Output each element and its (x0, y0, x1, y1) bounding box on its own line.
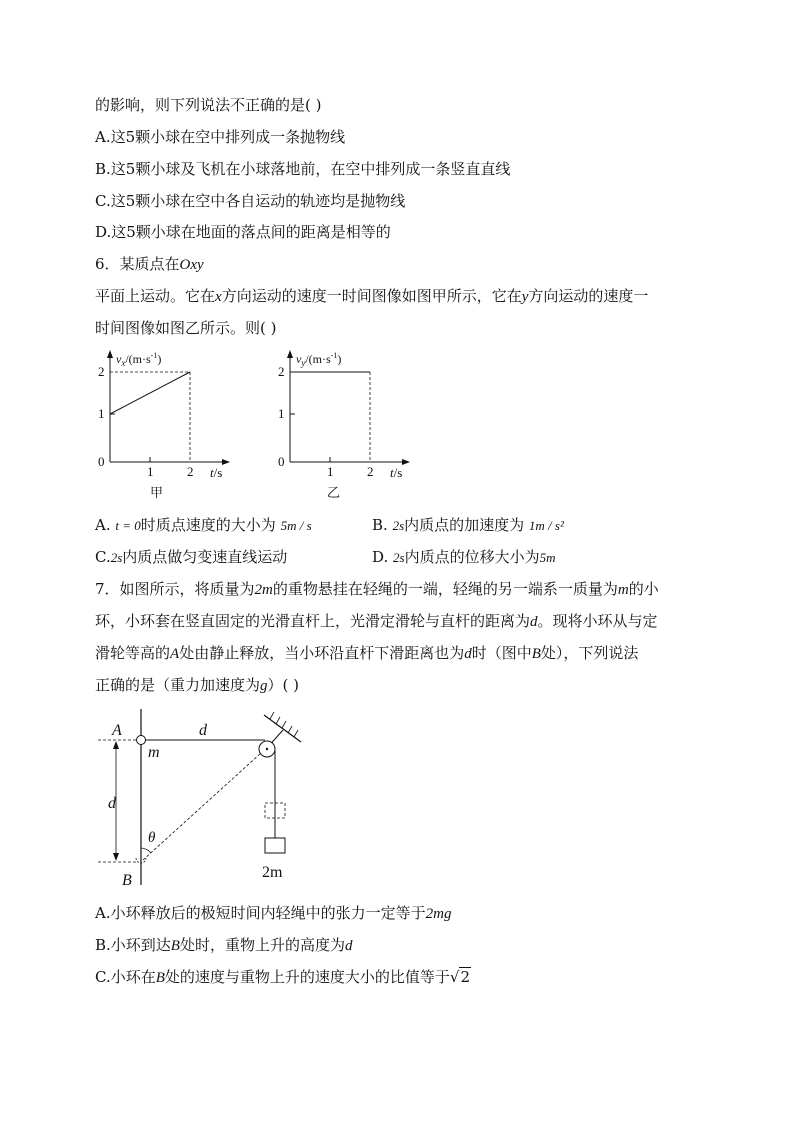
q6-stem-line2: 平面上运动。它在x方向运动的速度一时间图像如图甲所示，它在y方向运动的速度一 (95, 287, 649, 305)
label-m: m (148, 744, 160, 761)
q7-stem-line3: 滑轮等高的A处由静止释放，当小环沿直杆下滑距离也为d时（图中B处），下列说法 (95, 644, 639, 662)
label-b: B (122, 872, 132, 889)
q5-option-a: A.这5颗小球在空中排列成一条抛物线 (95, 128, 346, 146)
graph-jia-line (110, 372, 190, 414)
q7-stem-line4: 正确的是（重力加速度为g）( ) (95, 676, 299, 694)
q6-option-d: D. 2s内质点的位移大小为5m (372, 548, 556, 566)
graph-yi-xtick: 1 (327, 464, 334, 479)
graph-yi-xlabel: t/s (390, 465, 403, 480)
q6-option-a: A. t = 0时质点速度的大小为 5m / s (95, 516, 312, 534)
q6-stem-line3: 时间图像如图乙所示。则( ) (95, 319, 277, 337)
graph-yi-caption: 乙 (327, 485, 341, 500)
label-d-left: d (108, 795, 116, 812)
mass-2m-block (265, 838, 285, 853)
q5-option-b: B.这5颗小球及飞机在小球落地前，在空中排列成一条竖直直线 (95, 160, 511, 178)
q7-pulley-diagram (98, 705, 318, 890)
q7-option-a: A.小环释放后的极短时间内轻绳中的张力一定等于2mg (95, 904, 452, 922)
graph-yi-ylabel: $v_y/(m\cdot s^{-1})$ (296, 351, 342, 368)
graph-jia-ytick: 0 (98, 454, 105, 469)
graph-jia-xlabel: t/s (210, 465, 223, 480)
label-2m: 2m (262, 864, 283, 881)
graph-jia (92, 350, 242, 500)
q6-option-c: C.2s内质点做匀变速直线运动 (95, 548, 288, 566)
q7-option-c: C.小环在B处的速度与重物上升的速度大小的比值等于√2 (95, 968, 471, 986)
q6-stem-line1: 6．某质点在Oxy (95, 255, 204, 273)
q6-option-b: B. 2s内质点的加速度为 1m / s² (372, 516, 564, 534)
label-a: A (112, 722, 122, 739)
graph-yi (272, 350, 422, 500)
label-d-top: d (199, 722, 207, 739)
q7-option-b: B.小环到达B处时，重物上升的高度为d (95, 936, 353, 954)
graph-jia-ytick: 2 (98, 364, 105, 379)
graph-jia-xtick: 2 (187, 464, 194, 479)
label-theta: θ (148, 830, 156, 846)
graph-yi-ytick: 2 (278, 364, 285, 379)
graph-jia-caption: 甲 (150, 485, 164, 500)
ring-a (137, 736, 146, 745)
graph-yi-xtick: 2 (367, 464, 374, 479)
graph-jia-ytick: 1 (98, 406, 105, 421)
graph-yi-ytick: 1 (278, 406, 285, 421)
q5-stem-tail: 的影响，则下列说法不正确的是( ) (95, 96, 322, 114)
graph-yi-ytick: 0 (278, 454, 285, 469)
graph-jia-ylabel: $v_x/(m\cdot s^{-1})$ (116, 351, 162, 368)
q7-stem-line1: 7．如图所示，将质量为2m的重物悬挂在轻绳的一端，轻绳的另一端系一质量为m的小 (95, 580, 659, 598)
q7-stem-line2: 环，小环套在竖直固定的光滑直杆上，光滑定滑轮与直杆的距离为d。现将小环从与定 (95, 612, 658, 630)
q5-option-c: C.这5颗小球在空中各自运动的轨迹均是抛物线 (95, 192, 406, 210)
graph-jia-xtick: 1 (147, 464, 154, 479)
q5-option-d: D.这5颗小球在地面的落点间的距离是相等的 (95, 223, 391, 241)
sqrt-icon: √ (449, 968, 460, 986)
